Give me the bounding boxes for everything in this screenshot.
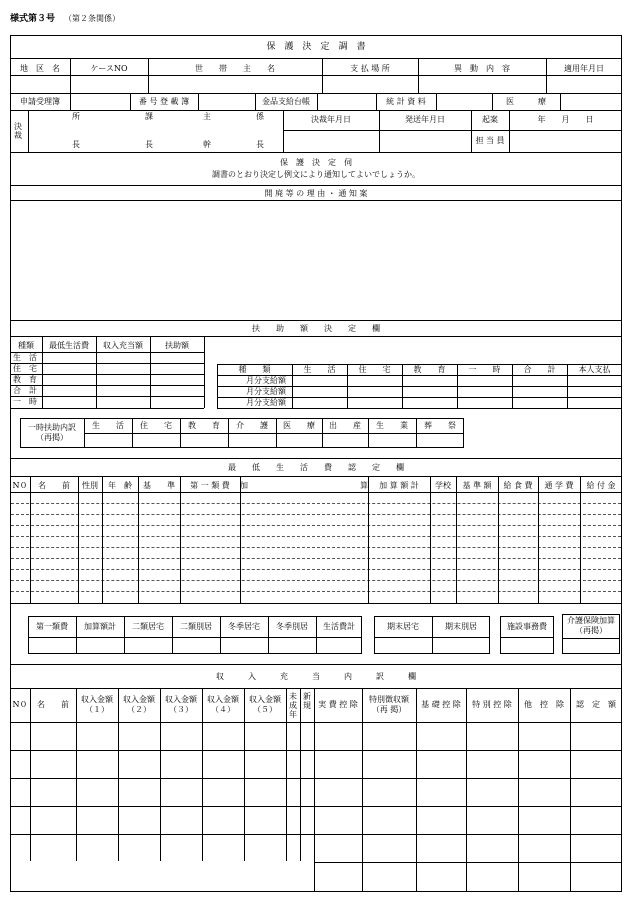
- summary1-col: 第一類費: [36, 622, 68, 631]
- payment-place-label: 支 払 場 所: [350, 64, 390, 73]
- temp-col: 生 業: [376, 421, 408, 430]
- medical-label: 医 療: [506, 97, 546, 106]
- min-col: 加 算 額 計: [379, 481, 419, 490]
- temp-col: 教 育: [188, 421, 220, 430]
- case-no-label: ケースNO: [90, 64, 128, 73]
- assist-row: 一 時: [13, 397, 37, 406]
- monthly-hdr: 種 類: [238, 365, 271, 374]
- care-label: 介護保険加算 （再掲）: [567, 616, 615, 635]
- summary1-col: 二類居宅: [132, 622, 164, 631]
- income-col: 特別徴収額 （再 掲）: [369, 695, 409, 714]
- min-col: 給 付 金: [586, 481, 616, 490]
- summary2-col: 期末別居: [445, 622, 477, 631]
- min-col: 通 学 費: [544, 481, 574, 490]
- kan-label: 幹: [203, 140, 211, 149]
- min-col: 学校: [435, 481, 451, 490]
- inquiry-text: 調書のとおり決定し例文により通知してよいでしょうか。: [212, 170, 420, 179]
- cho3-label: 長: [256, 140, 264, 149]
- assist-row: 住 宅: [13, 364, 37, 373]
- monthly-hdr: 本人支払: [578, 365, 611, 374]
- form-id: 様式第３号: [10, 14, 56, 24]
- summary1-col: 二類別居: [180, 622, 212, 631]
- min-col: 基 準 額: [462, 481, 492, 490]
- income-title: 収 入 充 当 内 訳 欄: [216, 672, 416, 681]
- cho2-label: 長: [145, 140, 153, 149]
- income-col: 未 成 年: [289, 692, 297, 719]
- facility-label: 施設事務費: [507, 622, 547, 631]
- staff-label: 担 当 員: [475, 136, 505, 145]
- draft-label: 起案: [482, 115, 498, 124]
- income-col: 名 前: [37, 700, 69, 709]
- min-col: 第 一 類 費: [190, 481, 230, 490]
- app-ledger-label: 申請受理簿: [20, 97, 60, 106]
- assist-col-kind: 種類: [18, 341, 34, 350]
- income-col: 認 定 額: [576, 700, 616, 709]
- temp-label: 一時扶助内訳 （再掲）: [28, 423, 76, 442]
- summary1-col: 生活費計: [323, 622, 355, 631]
- kessai-label: 決 裁: [14, 122, 22, 140]
- min-col: 性別: [82, 481, 98, 490]
- cho1-label: 長: [72, 140, 80, 149]
- sho-label: 所: [72, 112, 80, 121]
- ymd-label: 年 月 日: [537, 115, 594, 124]
- min-col: N０: [12, 481, 28, 490]
- income-col: 収入金額 （３）: [165, 695, 197, 714]
- temp-col: 葬 祭: [424, 421, 456, 430]
- monthly-hdr: 一 時: [468, 365, 501, 374]
- inquiry-title: 保 護 決 定 伺: [280, 158, 352, 167]
- stats-label: 統 計 資 料: [386, 97, 426, 106]
- income-col: N０: [12, 700, 28, 709]
- assist-col-income: 収入充当額: [103, 341, 143, 350]
- cash-ledger-label: 金品支給台帳: [262, 97, 310, 106]
- temp-col: 医 療: [283, 421, 315, 430]
- reason-title: 開 廃 等 の 理 由 ・ 通 知 案: [264, 189, 368, 198]
- monthly-hdr: 教 育: [413, 365, 446, 374]
- form-note: （第２条関係）: [64, 14, 120, 23]
- min-col: 加 算: [240, 481, 368, 490]
- reason-area[interactable]: [11, 201, 621, 319]
- householder-label: 世 帯 主 名: [195, 64, 275, 73]
- monthly-hdr: 生 活: [303, 365, 336, 374]
- income-col: 基 礎 控 除: [421, 700, 461, 709]
- shu-label: 主: [203, 112, 211, 121]
- change-label: 異 動 内 容: [454, 64, 510, 73]
- minimum-title: 最 低 生 活 費 認 定 欄: [228, 463, 404, 472]
- assist-col-min: 最低生活費: [49, 341, 89, 350]
- monthly-row: 月分支給額: [246, 376, 286, 385]
- income-col: 新 規: [303, 692, 311, 710]
- temp-col: 介 護: [236, 421, 268, 430]
- income-col: 収入金額 （５）: [249, 695, 281, 714]
- income-col: 収入金額 （２）: [123, 695, 155, 714]
- decide-date-label: 決裁年月日: [311, 115, 351, 124]
- summary2-col: 期末居宅: [387, 622, 419, 631]
- ka-label: 課: [145, 112, 153, 121]
- summary1-col: 冬季別居: [276, 622, 308, 631]
- summary1-col: 加算額計: [84, 622, 116, 631]
- assist-row: 生 活: [13, 353, 37, 362]
- assist-title: 扶 助 額 決 定 欄: [252, 324, 380, 333]
- temp-col: 生 活: [92, 421, 124, 430]
- assist-row: 合 計: [13, 386, 37, 395]
- min-col: 年 齢: [108, 481, 132, 490]
- send-date-label: 発送年月日: [405, 115, 445, 124]
- monthly-hdr: 合 計: [523, 365, 556, 374]
- apply-date-label: 適用年月日: [564, 64, 604, 73]
- monthly-row: 月分支給額: [246, 398, 286, 407]
- assist-row: 教 育: [13, 375, 37, 384]
- form-title: 保 護 決 定 調 書: [266, 42, 366, 52]
- min-col: 名 前: [38, 481, 70, 490]
- income-col: 収入金額 （４）: [207, 695, 239, 714]
- monthly-hdr: 住 宅: [358, 365, 391, 374]
- temp-col: 出 産: [329, 421, 361, 430]
- income-col: 他 控 除: [524, 700, 564, 709]
- assist-col-aid: 扶助額: [165, 341, 189, 350]
- income-col: 収入金額 （１）: [81, 695, 113, 714]
- min-col: 基 準: [143, 481, 175, 490]
- kakari-label: 係: [256, 112, 264, 121]
- temp-col: 住 宅: [140, 421, 172, 430]
- income-col: 特 別 控 除: [472, 700, 512, 709]
- monthly-row: 月分支給額: [246, 387, 286, 396]
- area-label: 地 区 名: [20, 64, 60, 73]
- summary1-col: 冬季居宅: [228, 622, 260, 631]
- number-reg-label: 番 号 登 載 簿: [138, 97, 190, 106]
- min-col: 給 食 費: [503, 481, 533, 490]
- income-col: 実 費 控 除: [318, 700, 358, 709]
